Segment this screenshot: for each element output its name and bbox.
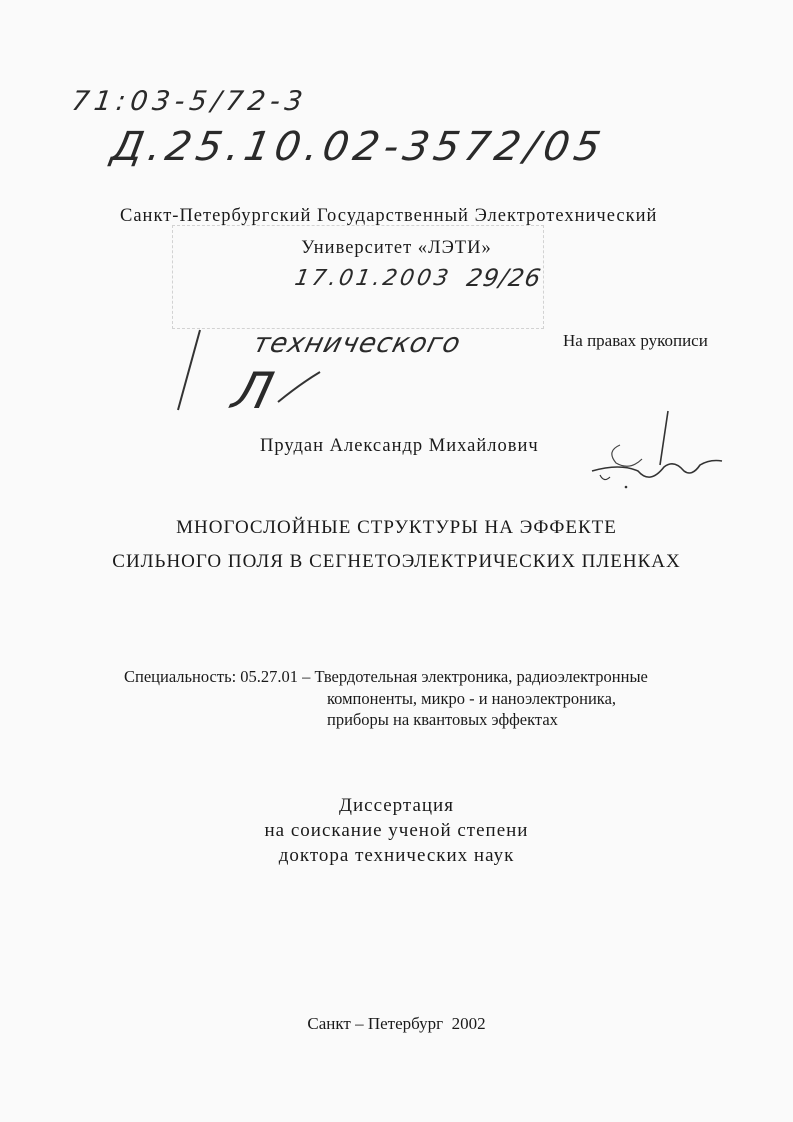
stamp-date: 17.01.2003 [292, 266, 454, 291]
handwritten-registration-number: Д.25.10.02-3572/05 [107, 124, 609, 170]
handwritten-mark: Л [226, 362, 279, 420]
degree-line3: доктора технических наук [278, 845, 515, 866]
pen-strokes [160, 310, 340, 430]
specialty-label: Специальность: 05.27.01 – Твердотельная электроника, радиоэлектронные [124, 667, 648, 686]
degree-line1: Диссертация [339, 795, 454, 816]
degree-line2: на соискание ученой степени [264, 820, 529, 841]
university-name-line2: Университет «ЛЭТИ» [301, 238, 492, 258]
specialty-line2: компоненты, микро - и наноэлектроника, [327, 689, 617, 708]
author-name: Прудан Александр Михайлович [260, 436, 539, 456]
rights-note: На правах рукописи [563, 331, 708, 350]
handwritten-code: 71:03-5/72-3 [69, 86, 310, 117]
dissertation-title-line1: МНОГОСЛОЙНЫЕ СТРУКТУРЫ НА ЭФФЕКТЕ [176, 517, 617, 538]
dissertation-title-line2: СИЛЬНОГО ПОЛЯ В СЕГНЕТОЭЛЕКТРИЧЕСКИХ ПЛЕНКАХ [112, 551, 681, 572]
specialty-line3: приборы на квантовых эффектах [327, 710, 558, 729]
university-name-line1: Санкт-Петербургский Государственный Электротехнический [120, 206, 658, 226]
handwritten-word: технического [250, 328, 465, 359]
place-and-year: Санкт – Петербург 2002 [307, 1014, 486, 1033]
signature [580, 405, 730, 500]
stamp-number: 29/26 [464, 264, 544, 292]
